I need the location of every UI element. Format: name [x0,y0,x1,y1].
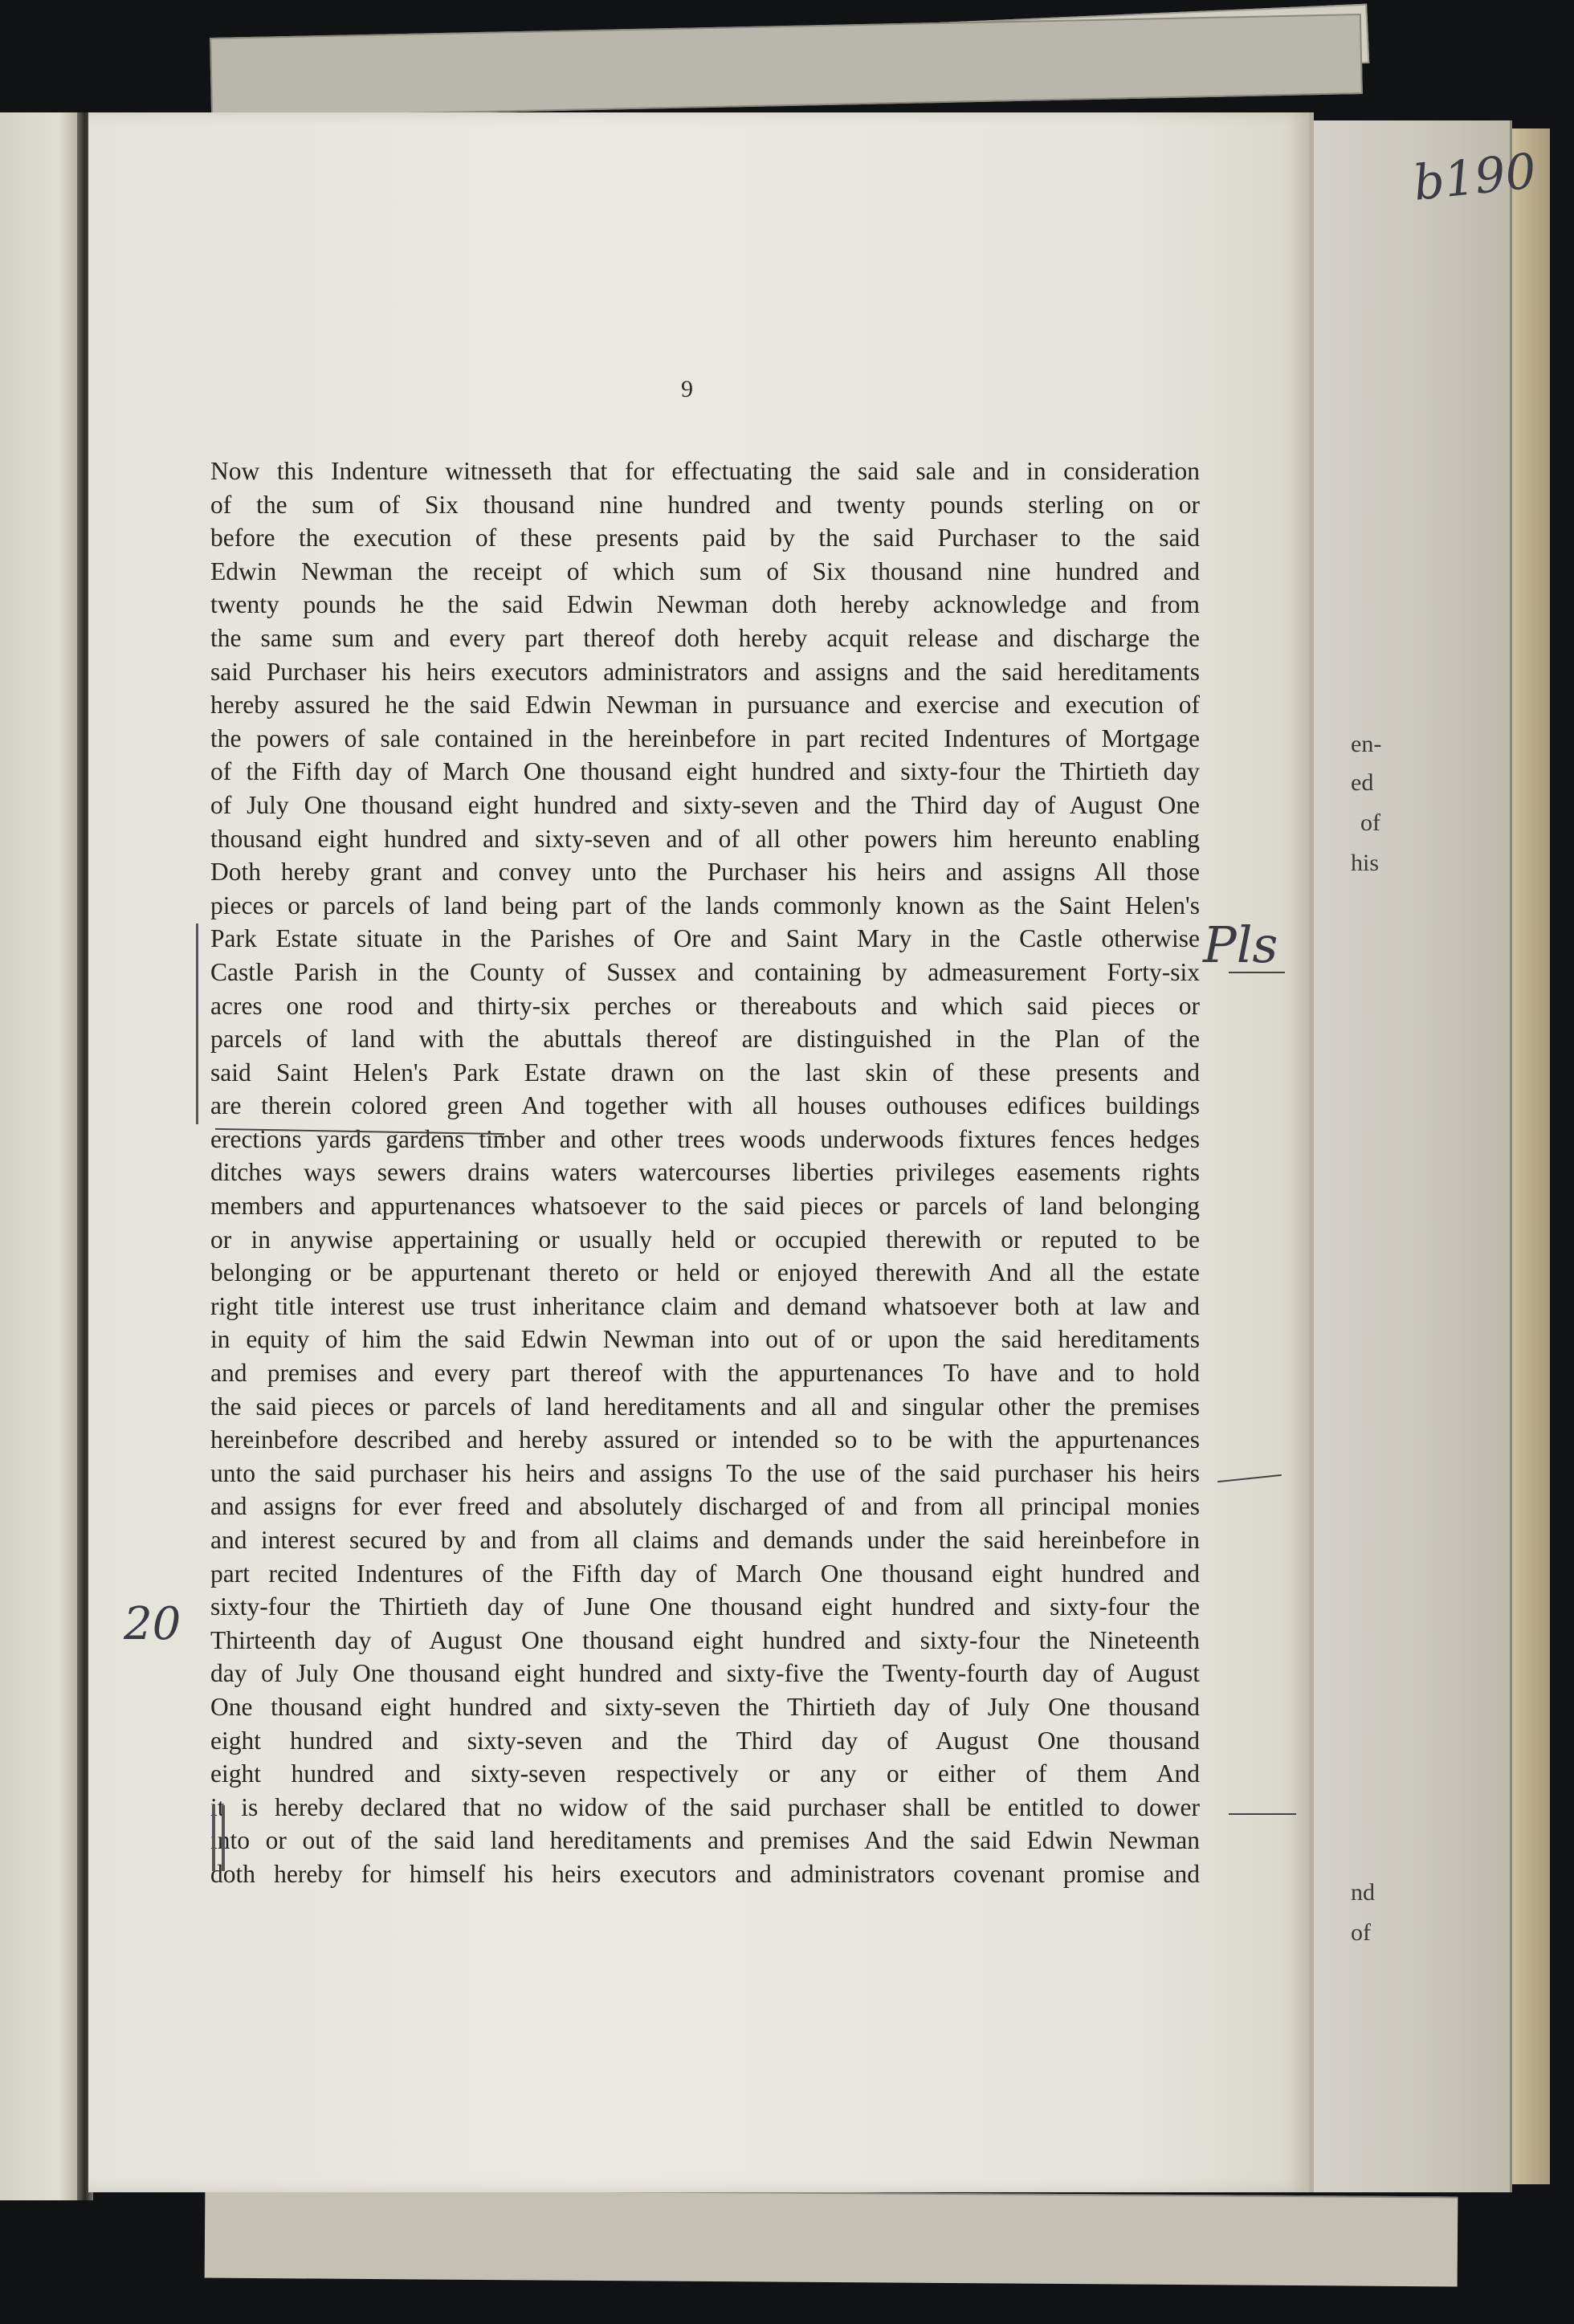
text-line: hereinbefore described and hereby assured or intended so to be with the appurtenances [210,1425,1200,1454]
text-line: twenty pounds he the said Edwin Newman doth hereby acknowledge and from [210,590,1200,619]
text-line: Doth hereby grant and convey unto the Purchaser his heirs and assigns All those [210,858,1200,887]
text-line: doth hereby for himself his heirs executors and administrators covenant promise and [210,1859,1200,1888]
text-line: said Saint Helen's Park Estate drawn on the last skin of these presents and [210,1058,1200,1087]
sheet-fragment: nd [1351,1879,1375,1906]
text-line: in equity of him the said Edwin Newman into out of or upon the said hereditaments [210,1325,1200,1354]
text-line: eight hundred and sixty-seven and the Third day of August One thousand [210,1726,1200,1755]
text-line: day of July One thousand eight hundred and sixty-five the Twenty-fourth day of August [210,1659,1200,1688]
text-line: of the sum of Six thousand nine hundred and twenty pounds sterling on or [210,490,1200,519]
sheet-fragment: ed [1351,769,1374,796]
text-line: Edwin Newman the receipt of which sum of Six thousand nine hundred and [210,557,1200,585]
text-line: belonging or be appurtenant thereto or held or enjoyed therewith And all the estate [210,1258,1200,1287]
text-line: of July One thousand eight hundred and sixty-seven and the Third day of August One [210,790,1200,819]
background-sheet [210,14,1363,118]
sheet-fragment: of [1360,809,1380,836]
text-line: members and appurtenances whatsoever to the said pieces or parcels of land belonging [210,1192,1200,1221]
folio-number: b190 [1410,143,1539,212]
text-line: thousand eight hundred and sixty-seven and of all other powers him hereunto enabling [210,824,1200,853]
text-line: before the execution of these presents paid by the said Purchaser to the said [210,524,1200,552]
page-number: 9 [681,376,693,402]
text-line: pieces or parcels of land being part of the lands commonly known as the Saint Helen's [210,891,1200,919]
text-line: of the Fifth day of March One thousand eight hundred and sixty-four the Thirtieth day [210,757,1200,786]
indenture-text [210,455,1200,1891]
facing-page [0,112,84,2200]
margin-note: Pls [1203,915,1278,974]
background-sheet-bottom [205,2188,1458,2287]
text-line: the same sum and every part thereof doth hereby acquit release and discharge the [210,623,1200,652]
text-line: sixty-four the Thirtieth day of June One thousand eight hundred and sixty-four the [210,1592,1200,1621]
text-line: right title interest use trust inheritance claim and demand whatsoever both at law and [210,1291,1200,1320]
text-line: ditches ways sewers drains waters watercourses liberties privileges easements rights [210,1158,1200,1187]
text-line: or in anywise appertaining or usually held or occupied therewith or reputed to be [210,1225,1200,1254]
text-line: unto the said purchaser his heirs and assigns To the use of the said purchaser his heirs [210,1458,1200,1487]
text-line: it is hereby declared that no widow of the said purchaser shall be entitled to dower [210,1792,1200,1821]
text-line: Castle Parish in the County of Sussex and containing by admeasurement Forty-six [210,957,1200,986]
text-line: and interest secured by and from all claims and demands under the said hereinbefore in [210,1526,1200,1554]
margin-note: 20 [124,1598,181,1650]
margin-double-bar-mark [222,1805,225,1871]
text-line: the powers of sale contained in the hereinbefore in part recited Indentures of Mortgage [210,724,1200,752]
text-line: and premises and every part thereof with the appurtenances To have and to hold [210,1359,1200,1388]
text-line: Park Estate situate in the Parishes of Ore and Saint Mary in the Castle otherwise [210,924,1200,953]
text-line: said Purchaser his heirs executors administrators and assigns and the said hereditaments [210,657,1200,686]
text-line: One thousand eight hundred and sixty-seven the Thirtieth day of July One thousand [210,1692,1200,1721]
sheet-fragment: en- [1351,731,1382,757]
margin-bracket-mark [196,923,198,1124]
sheet-fragment: of [1351,1919,1371,1946]
text-line: the said pieces or parcels of land hereditaments and all and singular other the premises [210,1392,1200,1421]
text-line: Now this Indenture witnesseth that for effectuating the said sale and in consideration [210,457,1200,485]
text-line: part recited Indentures of the Fifth day of March One thousand eight hundred and [210,1559,1200,1588]
underlying-sheet [1285,120,1539,2192]
text-line: hereby assured he the said Edwin Newman in pursuance and exercise and execution of [210,691,1200,720]
margin-arrow-mark [1229,1813,1296,1815]
text-line: are therein colored green And together with all houses outhouses edifices buildings [210,1091,1200,1120]
margin-double-bar-mark [212,1805,215,1871]
text-line: acres one rood and thirty-six perches or thereabouts and which said pieces or [210,991,1200,1020]
text-line: erections yards gardens timber and other trees woods underwoods fixtures fences hedges [210,1124,1200,1153]
text-line: Thirteenth day of August One thousand eight hundred and sixty-four the Nineteenth [210,1625,1200,1654]
sheet-fragment: his [1351,850,1380,876]
text-line: eight hundred and sixty-seven respectively or any or either of them And [210,1759,1200,1788]
text-line: and assigns for ever freed and absolutely discharged of and from all principal monies [210,1492,1200,1521]
text-line: parcels of land with the abuttals thereof are distinguished in the Plan of the [210,1025,1200,1054]
text-line: into or out of the said land hereditaments and premises And the said Edwin Newman [210,1826,1200,1855]
